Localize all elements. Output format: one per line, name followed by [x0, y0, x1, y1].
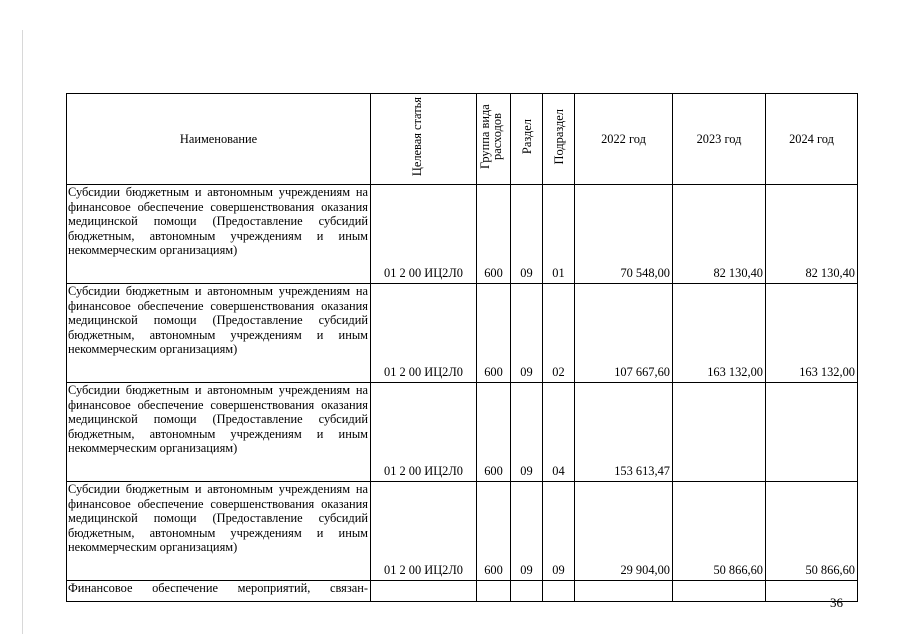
cell-target: 01 2 00 ИЦ2Л0 — [371, 383, 477, 482]
cell-name: Финансовое обеспечение мероприятий, связан- — [67, 581, 371, 602]
cell-section: 09 — [511, 284, 543, 383]
cell-2022: 70 548,00 — [575, 185, 673, 284]
cell-subsection: 01 — [543, 185, 575, 284]
cell-section: 09 — [511, 482, 543, 581]
cell-name: Субсидии бюджетным и автономным учреждениям на финансовое обеспечение совершенствования оказания медицинской помощи (Предоставление субсидий бюджетным, автономным учреждениям и иным некоммерческим организациям) — [67, 284, 371, 383]
cell-2024: 82 130,40 — [766, 185, 858, 284]
header-section: Раздел — [511, 94, 543, 185]
header-target: Целевая статья — [371, 94, 477, 185]
cell-subsection: 09 — [543, 482, 575, 581]
cell-2023 — [673, 383, 766, 482]
cell-2023: 50 866,60 — [673, 482, 766, 581]
table-row-continued — [67, 581, 858, 602]
cell-2022: 107 667,60 — [575, 284, 673, 383]
header-name: Наименование — [67, 94, 371, 185]
cell-name: Субсидии бюджетным и автономным учреждениям на финансовое обеспечение совершенствования оказания медицинской помощи (Предоставление субсидий бюджетным, автономным учреждениям и иным некоммерческим организациям) — [67, 185, 371, 284]
cell-target: 01 2 00 ИЦ2Л0 — [371, 482, 477, 581]
cell-2024 — [766, 383, 858, 482]
cell-subsection: 04 — [543, 383, 575, 482]
cell-section: 09 — [511, 383, 543, 482]
cell-subsection: 02 — [543, 284, 575, 383]
header-2022: 2022 год — [575, 94, 673, 185]
cell-2022: 29 904,00 — [575, 482, 673, 581]
budget-table — [66, 93, 858, 602]
cell-group: 600 — [477, 482, 511, 581]
table-row — [67, 482, 858, 581]
page-number: 36 — [830, 595, 843, 610]
cell-2022 — [575, 581, 673, 602]
cell-2022: 153 613,47 — [575, 383, 673, 482]
cell-2023: 163 132,00 — [673, 284, 766, 383]
cell-2024: 50 866,60 — [766, 482, 858, 581]
cell-2024 — [766, 581, 858, 602]
cell-name: Субсидии бюджетным и автономным учреждениям на финансовое обеспечение совершенствования оказания медицинской помощи (Предоставление субсидий бюджетным, автономным учреждениям и иным некоммерческим организациям) — [67, 383, 371, 482]
header-subsection: Подраздел — [543, 94, 575, 185]
cell-name: Субсидии бюджетным и автономным учреждениям на финансовое обеспечение совершенствования оказания медицинской помощи (Предоставление субсидий бюджетным, автономным учреждениям и иным некоммерческим организациям) — [67, 482, 371, 581]
cell-section — [511, 581, 543, 602]
cell-group: 600 — [477, 284, 511, 383]
cell-group: 600 — [477, 185, 511, 284]
cell-2023 — [673, 581, 766, 602]
header-group: Группа вида расходов — [477, 94, 511, 185]
table-row — [67, 185, 858, 284]
header-2023: 2023 год — [673, 94, 766, 185]
cell-group — [477, 581, 511, 602]
table-header — [67, 94, 858, 185]
header-2024: 2024 год — [766, 94, 858, 185]
cell-target: 01 2 00 ИЦ2Л0 — [371, 284, 477, 383]
cell-subsection — [543, 581, 575, 602]
scan-margin-line — [22, 30, 23, 634]
table-row — [67, 284, 858, 383]
cell-section: 09 — [511, 185, 543, 284]
cell-target — [371, 581, 477, 602]
cell-2024: 163 132,00 — [766, 284, 858, 383]
cell-group: 600 — [477, 383, 511, 482]
table-row — [67, 383, 858, 482]
cell-target: 01 2 00 ИЦ2Л0 — [371, 185, 477, 284]
cell-2023: 82 130,40 — [673, 185, 766, 284]
